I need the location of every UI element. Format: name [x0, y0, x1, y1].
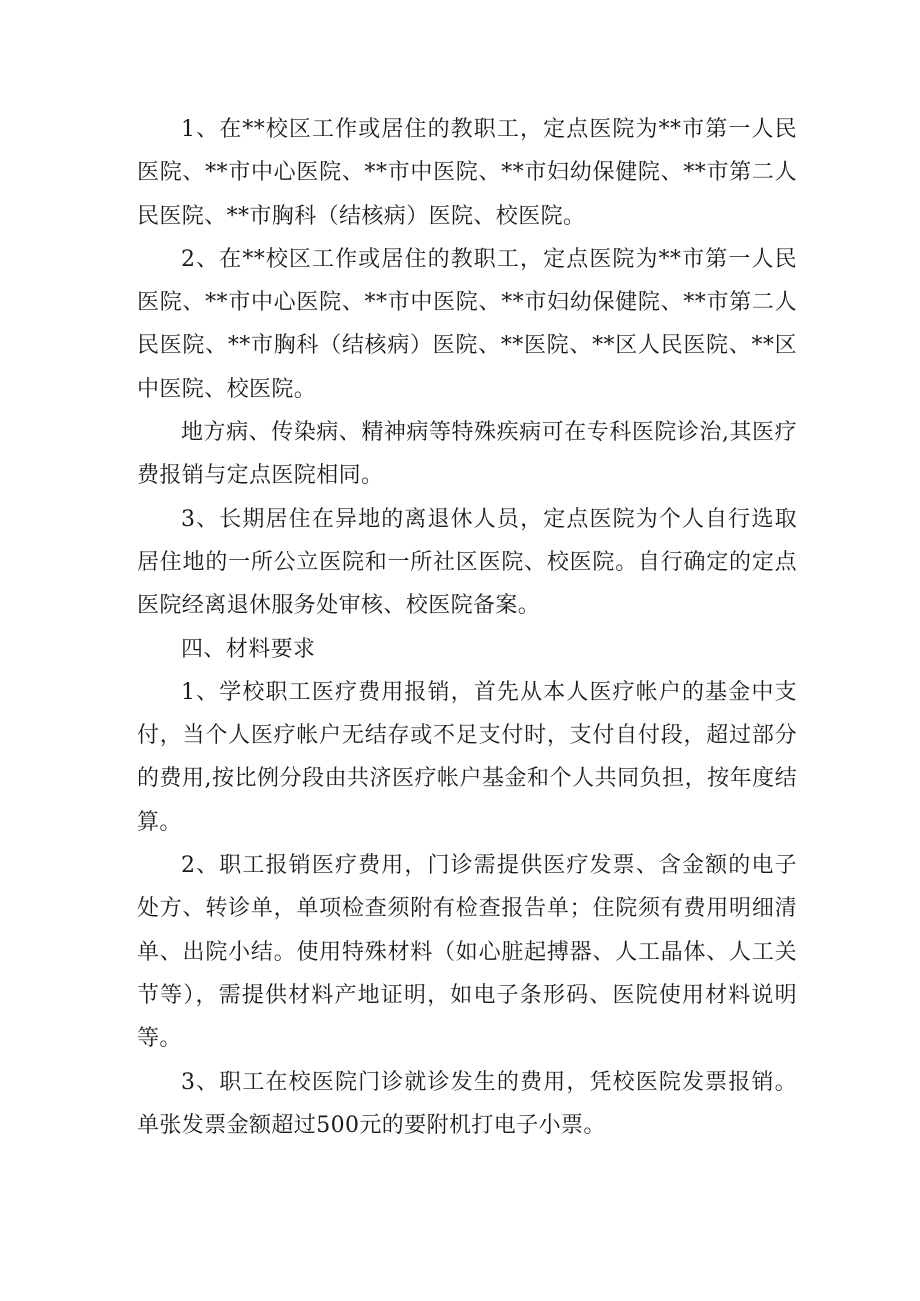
paragraph-reimbursement-order: 1、学校职工医疗费用报销，首先从本人医疗帐户的基金中支付，当个人医疗帐户无结存或不足支付时，支付自付段，超过部分的费用,按比例分段由共济医疗帐户基金和个人共同负担，按年度结算。 — [137, 679, 797, 835]
section-heading-materials: 四、材料要求 — [181, 636, 316, 662]
document-body — [137, 108, 797, 1147]
paragraph-hospitals-campus-2: 2、在**校区工作或居住的教职工，定点医院为**市第一人民医院、**市中心医院、**市中医院、**市妇幼保健院、**市第二人民医院、**市胸科（结核病）医院、**医院、**区人民医院、**区中医院、校医院。 — [137, 246, 797, 402]
paragraph-required-documents: 2、职工报销医疗费用，门诊需提供医疗发票、含金额的电子处方、转诊单，单项检查须附有检查报告单；住院须有费用明细清单、出院小结。使用特殊材料（如心脏起搏器、人工晶体、人工关节等），需提供材料产地证明，如电子条形码、医院使用材料说明等。 — [137, 853, 797, 1052]
paragraph-hospitals-campus-1: 1、在**校区工作或居住的教职工，定点医院为**市第一人民医院、**市中心医院、**市中医院、**市妇幼保健院、**市第二人民医院、**市胸科（结核病）医院、校医院。 — [137, 117, 797, 229]
paragraph-special-diseases: 地方病、传染病、精神病等特殊疾病可在专科医院诊治,其医疗费报销与定点医院相同。 — [137, 420, 797, 489]
paragraph-retirees-remote: 3、长期居住在异地的离退休人员，定点医院为个人自行选取居住地的一所公立医院和一所社区医院、校医院。自行确定的定点医院经离退休服务处审核、校医院备案。 — [137, 506, 797, 619]
paragraph-campus-clinic-invoices: 3、职工在校医院门诊就诊发生的费用，凭校医院发票报销。单张发票金额超过500元的要附机打电子小票。 — [137, 1069, 797, 1138]
